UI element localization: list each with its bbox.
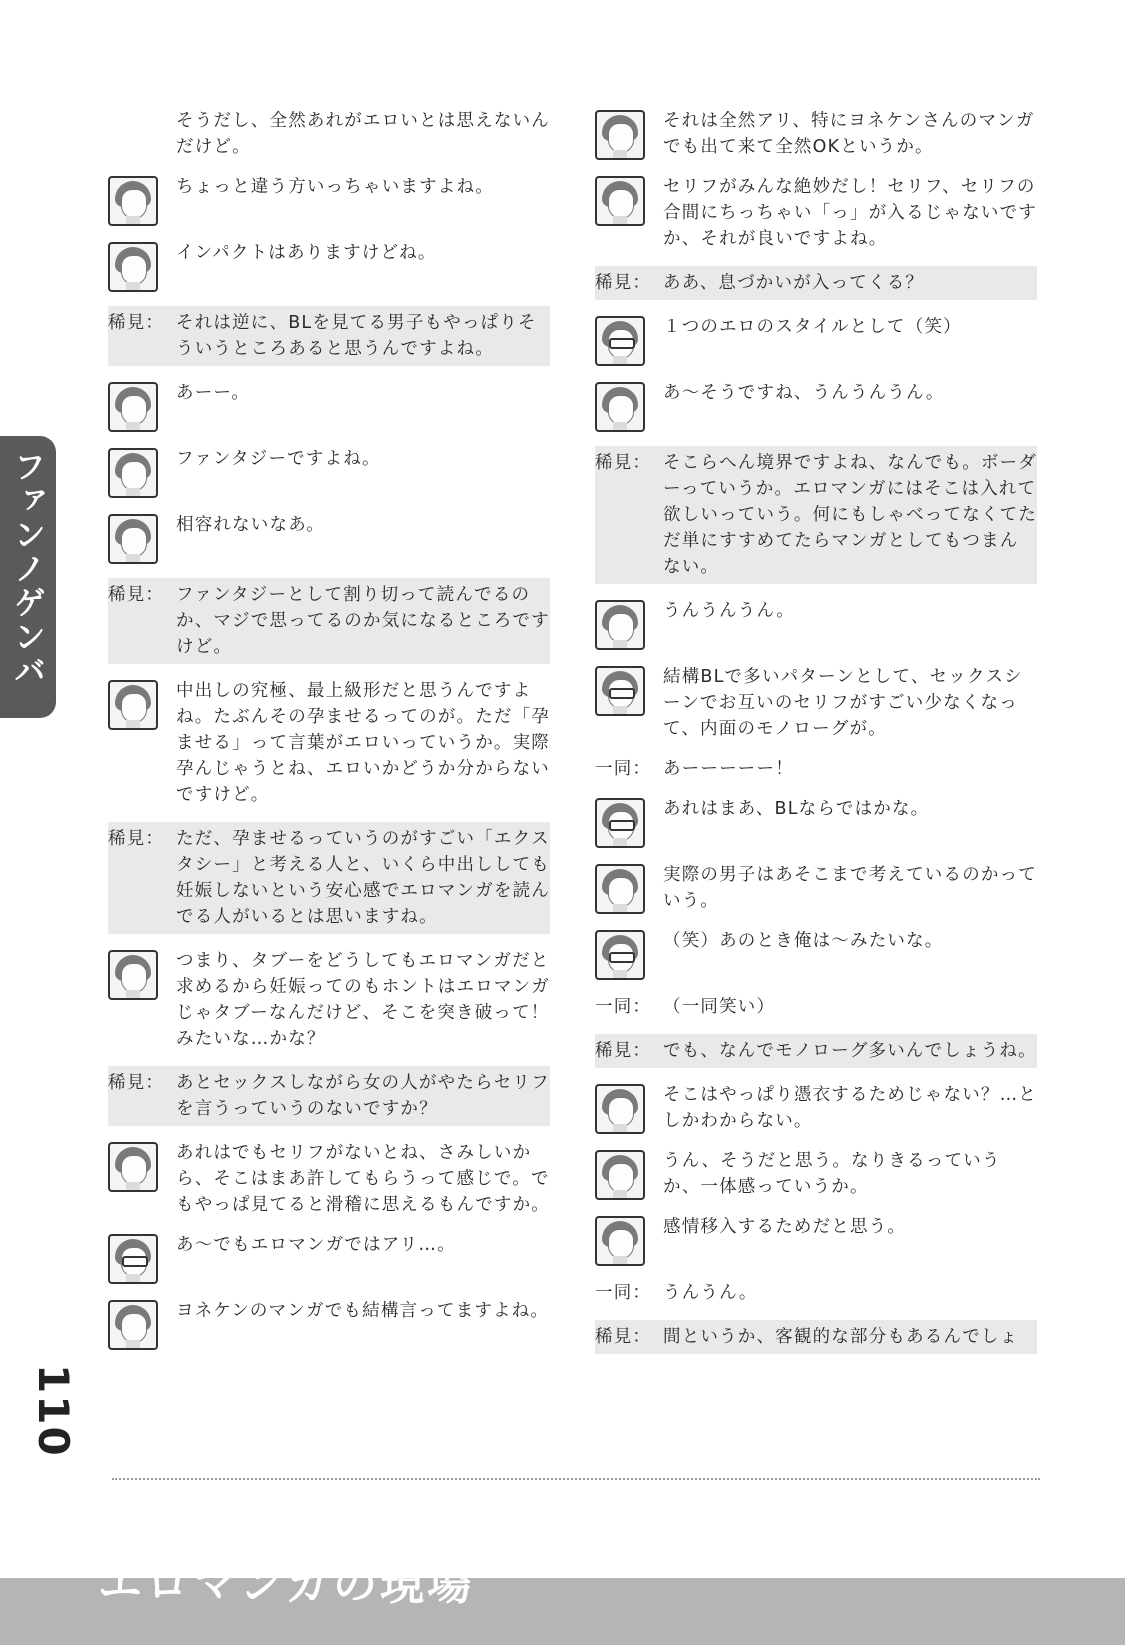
- dialogue-line: [108, 1066, 550, 1126]
- woman-side-part-icon: [595, 600, 645, 650]
- dialogue-line: [595, 314, 1037, 366]
- dialogue-text: ヨネケンのマンガでも結構言ってますよね。: [176, 1301, 550, 1321]
- dialogue-text: 間というか、客観的な部分もあるんでしょ: [663, 1327, 1019, 1347]
- speaker-label: 一同：: [595, 759, 652, 779]
- dialogue-text: （一同笑い）: [663, 997, 776, 1017]
- dialogue-line: [595, 1280, 1037, 1306]
- woman-glasses-icon: [595, 666, 645, 716]
- dialogue-text: それは全然アリ、特にヨネケンさんのマンガでも出て来て全然OKというか。: [663, 111, 1035, 157]
- dialogue-text: ファンタジーですよね。: [176, 449, 381, 469]
- dialogue-line: [108, 108, 550, 160]
- dialogue-text: でも、なんでモノローグ多いんでしょうね。: [663, 1041, 1037, 1061]
- dialogue-line: [108, 578, 550, 664]
- dialogue-text: あ～そうですね、うんうんうん。: [663, 383, 945, 403]
- woman-long-hair-icon: [108, 176, 158, 226]
- dialogue-line: [595, 1034, 1037, 1068]
- dialogue-text: ただ、孕ませるっていうのがすごい「エクスタシー」と考える人と、いくら中出ししても妊娠しないという安心感でエロマンガを読んでる人がいるとは思いますね。: [176, 829, 550, 927]
- woman-glasses-icon: [108, 1234, 158, 1284]
- dialogue-line: [595, 756, 1037, 782]
- dialogue-text: 実際の男子はあそこまで考えているのかっていう。: [663, 865, 1037, 911]
- speaker-label: 稀見：: [595, 453, 652, 473]
- dialogue-text: 結構BLで多いパターンとして、セックスシーンでお互いのセリフがすごい少なくなって、内面のモノローグが。: [663, 667, 1023, 739]
- dialogue-text: （笑）あのとき俺は～みたいな。: [663, 931, 944, 951]
- woman-long-hair-icon: [595, 110, 645, 160]
- dialogue-text: 中出しの究極、最上級形だと思うんですよね。たぶんその孕ませるってのが。ただ「孕ませる」って言葉がエロいっていうか。実際孕んじゃうとね、エロいかどうか分からないですけど。: [176, 681, 550, 805]
- dialogue-text: 感情移入するためだと思う。: [663, 1217, 907, 1237]
- dialogue-text: そうだし、全然あれがエロいとは思えないんだけど。: [176, 111, 550, 157]
- dialogue-line: [595, 1082, 1037, 1134]
- speaker-label: 稀見：: [108, 1073, 165, 1093]
- dialogue-line: [108, 174, 550, 226]
- dialogue-line: [108, 380, 550, 432]
- speaker-label: 一同：: [595, 997, 652, 1017]
- woman-long-hair-icon: [595, 1150, 645, 1200]
- right-column: [595, 108, 1037, 1368]
- dialogue-text: あれはでもセリフがないとね、さみしいから、そこはまあ許してもらうって感じで。でもやっぱ見てると滑稽に思えるもんですか。: [176, 1143, 550, 1215]
- woman-side-part-icon: [108, 1300, 158, 1350]
- dialogue-line: [595, 108, 1037, 160]
- dialogue-line: [595, 598, 1037, 650]
- dialogue-text: １つのエロのスタイルとして（笑）: [663, 317, 962, 337]
- speaker-label: 一同：: [595, 1283, 652, 1303]
- dialogue-text: そこらへん境界ですよね、なんでも。ボーダーっていうか。エロマンガにはそこは入れて欲しいっていう。何にもしゃべってなくてただ単にすすめてたらマンガとしてもつまんない。: [663, 453, 1037, 577]
- dialogue-line: [595, 796, 1037, 848]
- woman-bob-hair-icon: [108, 448, 158, 498]
- speaker-label: 稀見：: [595, 1041, 652, 1061]
- woman-side-part-icon: [595, 1216, 645, 1266]
- footer-title: エロマンガの現場: [98, 1559, 474, 1610]
- footer-divider: [112, 1478, 1040, 1480]
- dialogue-line: [595, 994, 1037, 1020]
- dialogue-line: [108, 240, 550, 292]
- dialogue-line: [108, 948, 550, 1052]
- woman-side-part-icon: [108, 382, 158, 432]
- woman-side-part-icon: [595, 176, 645, 226]
- woman-glasses-icon: [595, 930, 645, 980]
- woman-bob-hair-icon: [595, 382, 645, 432]
- dialogue-line: [595, 1214, 1037, 1266]
- speaker-label: 稀見：: [595, 1327, 652, 1347]
- woman-side-part-icon: [108, 514, 158, 564]
- dialogue-line: [595, 862, 1037, 914]
- dialogue-line: [595, 928, 1037, 980]
- dialogue-text: あ～でもエロマンガではアリ…。: [176, 1235, 456, 1255]
- dialogue-text: あーーーーー！: [663, 759, 794, 779]
- woman-glasses-icon: [595, 798, 645, 848]
- speaker-label: 稀見：: [108, 585, 165, 605]
- dialogue-text: うん、そうだと思う。なりきるっていうか、一体感っていうか。: [663, 1151, 1001, 1197]
- woman-bob-hair-icon: [108, 242, 158, 292]
- dialogue-text: うんうん。: [663, 1283, 758, 1303]
- woman-bob-hair-icon: [108, 1142, 158, 1192]
- woman-long-hair-icon: [108, 950, 158, 1000]
- dialogue-line: [108, 1232, 550, 1284]
- dialogue-line: [108, 446, 550, 498]
- dialogue-text: インパクトはありますけどね。: [176, 243, 437, 263]
- dialogue-text: セリフがみんな絶妙だし！セリフ、セリフの合間にちっちゃい「っ」が入るじゃないですか、それが良いですよね。: [663, 177, 1037, 249]
- woman-side-part-icon: [595, 1084, 645, 1134]
- left-column: [108, 108, 550, 1364]
- dialogue-line: [595, 380, 1037, 432]
- woman-side-part-icon: [595, 864, 645, 914]
- dialogue-line: [108, 822, 550, 934]
- dialogue-line: [595, 664, 1037, 742]
- page-number: 110: [29, 1364, 78, 1458]
- dialogue-text: つまり、タブーをどうしてもエロマンガだと求めるから妊娠ってのもホントはエロマンガじゃタブーなんだけど、そこを突き破って！みたいな…かな？: [176, 951, 550, 1049]
- dialogue-text: ちょっと違う方いっちゃいますよね。: [176, 177, 494, 197]
- dialogue-text: それは逆に、BLを見てる男子もやっぱりそういうところあると思うんですよね。: [176, 313, 537, 359]
- speaker-label: 稀見：: [108, 829, 165, 849]
- dialogue-text: うんうんうん。: [663, 601, 795, 621]
- dialogue-line: [108, 306, 550, 366]
- chapter-side-tab: [0, 436, 56, 718]
- dialogue-text: そこはやっぱり憑衣するためじゃない？…としかわからない。: [663, 1085, 1037, 1131]
- speaker-label: 稀見：: [108, 313, 165, 333]
- dialogue-line: [595, 174, 1037, 252]
- dialogue-text: あーー。: [176, 383, 251, 403]
- dialogue-line: [108, 678, 550, 808]
- dialogue-text: あとセックスしながら女の人がやたらセリフを言うっていうのないですか？: [176, 1073, 550, 1119]
- dialogue-line: [108, 1140, 550, 1218]
- dialogue-text: ファンタジーとして割り切って読んでるのか、マジで思ってるのか気になるところですけど。: [176, 585, 550, 657]
- dialogue-text: あれはまあ、BLならではかな。: [663, 799, 930, 819]
- speaker-label: 稀見：: [595, 273, 652, 293]
- chapter-side-tab-label: ファンノゲンバ: [9, 450, 47, 688]
- dialogue-text: 相容れないなあ。: [176, 515, 325, 535]
- woman-long-hair-icon: [108, 680, 158, 730]
- dialogue-line: [595, 1320, 1037, 1354]
- dialogue-line: [108, 1298, 550, 1350]
- woman-glasses-icon: [595, 316, 645, 366]
- dialogue-line: [595, 446, 1037, 584]
- dialogue-line: [108, 512, 550, 564]
- dialogue-line: [595, 266, 1037, 300]
- dialogue-text: ああ、息づかいが入ってくる？: [663, 273, 925, 293]
- dialogue-line: [595, 1148, 1037, 1200]
